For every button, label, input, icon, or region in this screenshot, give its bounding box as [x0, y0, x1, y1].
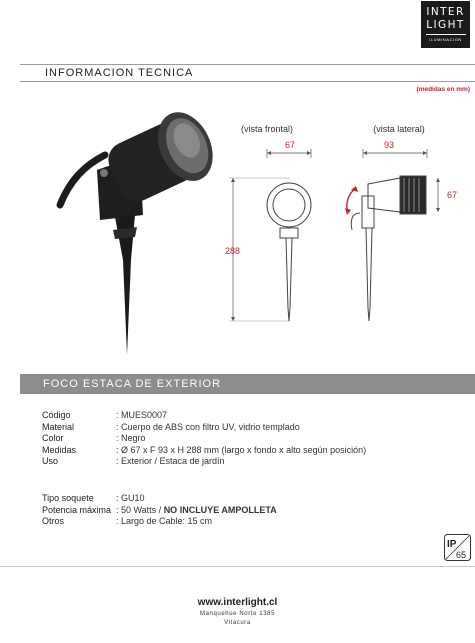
- footer-city: Vitacura: [224, 620, 251, 626]
- spec-row: [42, 433, 366, 445]
- front-bracket-outline: [280, 228, 298, 238]
- spec-key: Uso: [42, 456, 59, 466]
- spec-table-electrical: [42, 493, 277, 528]
- dim-arrow: [267, 151, 271, 155]
- front-bezel-outline: [267, 183, 311, 227]
- height-value: 288: [225, 246, 241, 256]
- header-rule-bottom: [20, 81, 475, 82]
- logo-line-1: INTER: [426, 6, 465, 18]
- dim-arrow: [231, 178, 235, 182]
- spec-key: Código: [42, 410, 71, 420]
- side-height-value: 67: [447, 190, 458, 200]
- bracket-screw: [100, 169, 108, 177]
- ip-value: 65: [456, 550, 467, 560]
- website-link[interactable]: www.interlight.cl: [197, 597, 278, 608]
- footer-address: Manquehue Norte 1385: [199, 611, 276, 617]
- spec-value: : GU10: [116, 493, 145, 503]
- spec-row: [42, 445, 366, 457]
- spec-key: Tipo soquete: [42, 493, 94, 503]
- spec-key: Potencia máxima: [42, 504, 112, 515]
- section-title: INFORMACION TECNICA: [45, 67, 194, 79]
- spec-value: : MUES0007: [116, 410, 168, 420]
- spec-key: Material: [42, 421, 75, 432]
- brand-logo: [421, 1, 470, 48]
- product-photo: [55, 95, 230, 365]
- front-view-label: (vista frontal): [240, 124, 294, 134]
- side-cable-outline: [351, 213, 360, 230]
- logo-divider: [426, 34, 466, 35]
- spec-row: [42, 422, 366, 434]
- spec-value: : Negro: [116, 433, 146, 443]
- front-width-value: 67: [284, 140, 296, 150]
- front-lens-outline: [273, 189, 305, 221]
- spec-value: : Ø 67 x F 93 x H 288 mm (largo x fondo x alto según posición): [116, 444, 367, 455]
- dim-arrow: [231, 317, 235, 321]
- side-body-outline: [368, 178, 400, 212]
- spec-row: [42, 410, 366, 422]
- dim-arrow: [423, 151, 427, 155]
- spec-value: : Exterior / Estaca de jardín: [116, 456, 225, 466]
- front-stake-outline: [286, 238, 292, 321]
- ip-rating-badge: [444, 534, 471, 561]
- dim-arrow: [436, 178, 440, 182]
- logo-line-2: LIGHT: [426, 19, 465, 31]
- units-note: (medidas en mm): [416, 86, 470, 93]
- stake-fin: [113, 227, 137, 239]
- spec-key: Medidas: [42, 444, 77, 455]
- spec-row: [42, 456, 366, 468]
- footer-rule: [0, 566, 475, 567]
- rotation-arrowhead: [345, 208, 351, 215]
- spec-key: Otros: [42, 516, 65, 526]
- side-view-label: (vista lateral): [373, 124, 425, 134]
- side-width-value: 93: [383, 140, 395, 150]
- dim-arrow: [307, 151, 311, 155]
- spec-value-text: : 50 Watts /: [116, 504, 164, 515]
- spec-row: [42, 516, 277, 528]
- dim-arrow: [363, 151, 367, 155]
- spec-value: : Cuerpo de ABS con filtro UV, vidrio templado: [116, 421, 300, 432]
- side-stake-outline: [366, 228, 372, 321]
- spec-row: [42, 505, 277, 517]
- spec-value: [116, 505, 277, 517]
- logo-line-3: ILUMINACION: [429, 37, 462, 42]
- spec-row: [42, 493, 277, 505]
- spec-value-bold: NO INCLUYE AMPOLLETA: [163, 504, 277, 515]
- front-view-drawing: [220, 118, 330, 328]
- dim-arrow: [436, 208, 440, 212]
- ip-label: IP: [447, 539, 457, 550]
- side-view-drawing: [330, 118, 470, 328]
- spec-key: Color: [42, 433, 64, 443]
- spec-table: [42, 410, 366, 468]
- header-rule-top: [20, 64, 475, 65]
- product-name: FOCO ESTACA DE EXTERIOR: [43, 378, 222, 390]
- spec-value: : Largo de Cable: 15 cm: [116, 516, 213, 526]
- product-band: [20, 374, 475, 394]
